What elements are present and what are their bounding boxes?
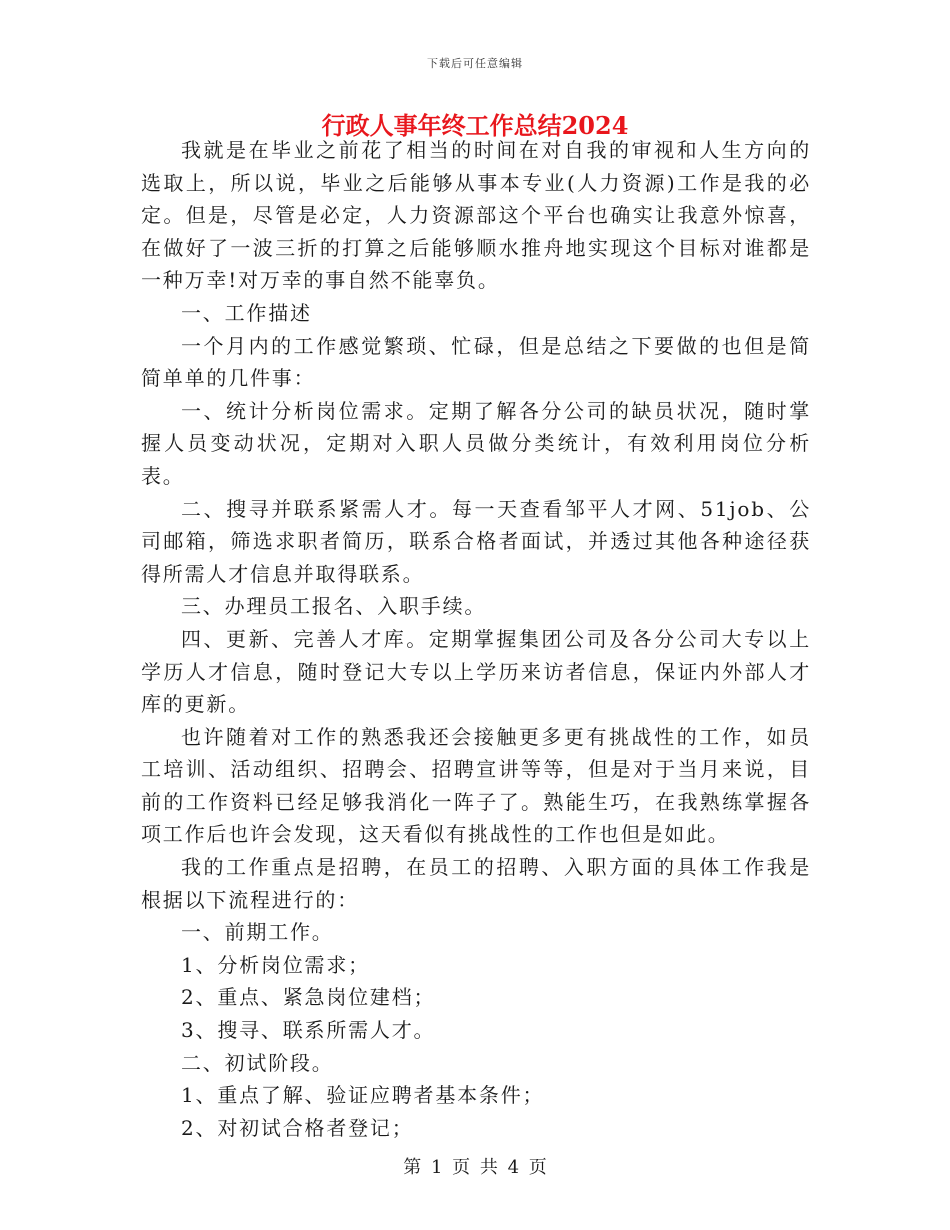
section-heading-preliminary: 一、前期工作。 [181,920,334,945]
paragraph: 我的工作重点是招聘，在员工的招聘、入职方面的具体工作我是根据以下流程进行的： [141,855,811,912]
list-item: 一、统计分析岗位需求。定期了解各分公司的缺员状况，随时掌握人员变动状况，定期对入职人员做分类统计，有效利用岗位分析表。 [141,398,811,488]
document-title: 行政人事年终工作总结2024 [321,111,629,140]
list-item: 2、重点、紧急岗位建档； [181,985,436,1010]
list-item: 四、更新、完善人才库。定期掌握集团公司及各分公司大专以上学历人才信息，随时登记大专以上学历来访者信息，保证内外部人才库的更新。 [141,626,811,717]
section-heading-work-description: 一、工作描述 [181,300,312,325]
list-item: 2、对初试合格者登记； [181,1115,414,1140]
list-item: 1、分析岗位需求； [181,952,370,977]
paragraph-intro: 我就是在毕业之前花了相当的时间在对自我的审视和人生方向的选取上，所以说，毕业之后能够从事本专业(人力资源)工作是我的必定。但是，尽管是必定，人力资源部这个平台也确实让我意外惊喜，在做好了一波三折的打算之后能够顺水推舟地实现这个目标对谁都是一种万幸!对万幸的事自然不能辜负。 [141,138,811,293]
document-body [141,134,811,1144]
paragraph: 也许随着对工作的熟悉我还会接触更多更有挑战性的工作，如员工培训、活动组织、招聘会、招聘宣讲等等，但是对于当月来说，目前的工作资料已经足够我消化一阵子了。熟能生巧，在我熟练掌握各项工作后也许会发现，这天看似有挑战性的工作也但是如此。 [141,724,811,847]
list-item: 3、搜寻、联系所需人才。 [181,1018,436,1043]
header-note: 下载后可任意编辑 [427,57,523,70]
list-item: 1、重点了解、验证应聘者基本条件； [181,1083,545,1108]
paragraph: 一个月内的工作感觉繁琐、忙碌，但是总结之下要做的也但是简简单单的几件事： [141,333,811,391]
section-heading-initial-interview: 二、初试阶段。 [181,1050,334,1075]
page-number: 第 1 页 共 4 页 [403,1157,547,1178]
list-item: 三、办理员工报名、入职手续。 [181,594,487,619]
list-item: 二、搜寻并联系紧需人才。每一天查看邹平人才网、51job、公司邮箱，筛选求职者简历，联系合格者面试，并透过其他各种途径获得所需人才信息并取得联系。 [141,496,811,586]
